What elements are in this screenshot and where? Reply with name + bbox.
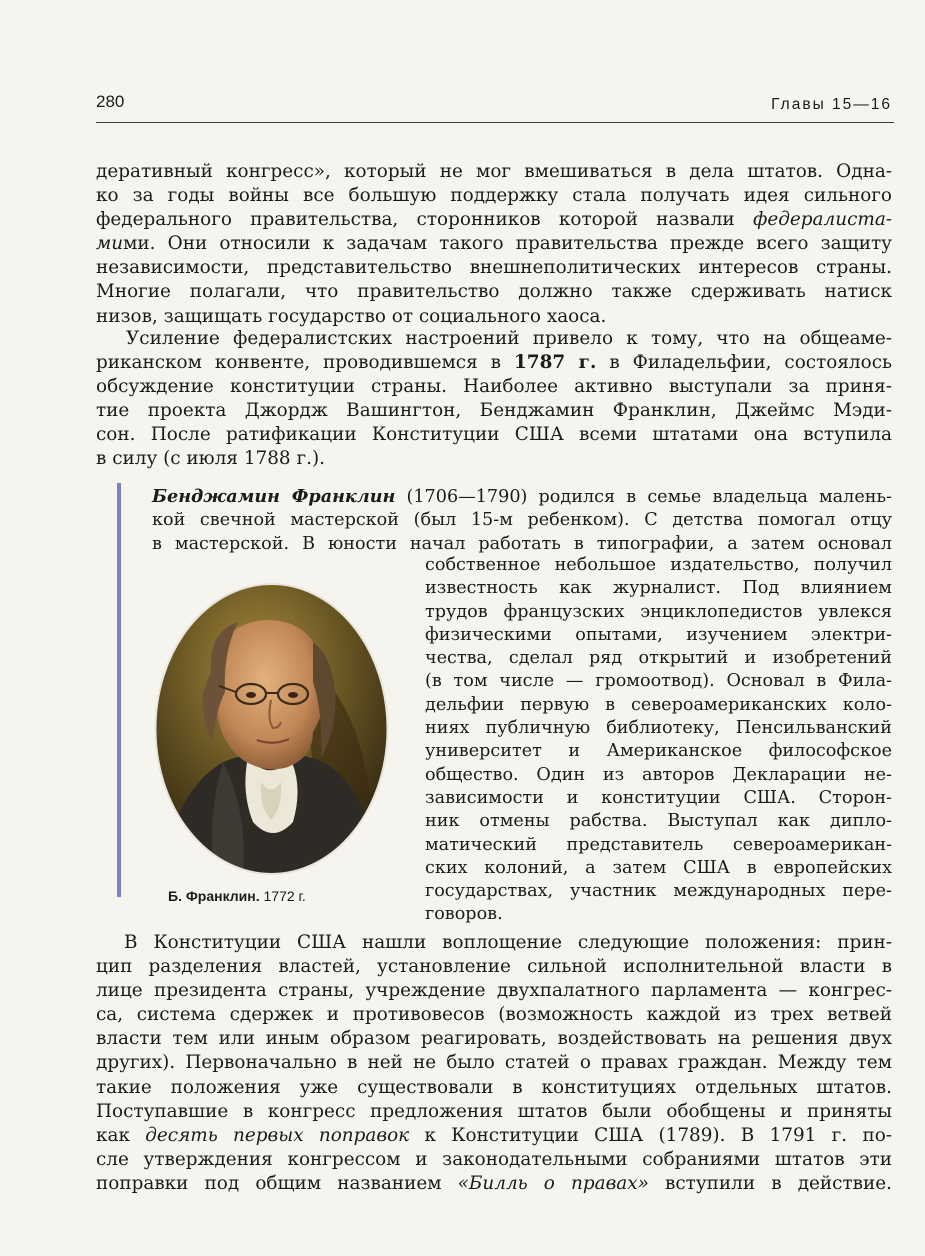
text-line: известность как журналист. Под влиянием: [425, 578, 892, 599]
franklin-portrait: [153, 582, 390, 876]
bio-accent-bar: [117, 483, 121, 897]
text-line: дельфии первую в североамериканских коло-: [425, 694, 892, 715]
text-line: ник отмены рабства. Выступал как дипло-: [425, 811, 892, 832]
year-1787: 1787 г.: [513, 352, 597, 374]
caption-name: Б. Франклин.: [168, 888, 260, 904]
text-line: деративный конгресс», который не мог вмешиваться в дела штатов. Одна-: [96, 161, 892, 182]
text-line: трудов французских энциклопедистов увлекся: [425, 601, 892, 622]
bio-franklin-body: [425, 554, 892, 927]
text-line: в мастерской. В юности начал работать в типографии, а затем основал: [152, 533, 892, 554]
text-line: кой свечной мастерской (был 15-м ребенком). С детства помогал отцу: [152, 510, 892, 531]
text-line: риканском конвенте, проводившемся в 1787 г. в Филадельфии, состоялось: [96, 352, 893, 374]
text-line: лице президента страны, учреждение двухпалатного парламента — конгрес-: [96, 980, 892, 1002]
paragraph-convention: [96, 327, 892, 472]
term-amendments: десять первых поправок: [145, 1124, 410, 1146]
text-line: физическими опытами, изучением электри-: [425, 624, 892, 645]
text-line: федерального правительства, сторонников которой назвали федералиста-: [96, 209, 892, 231]
text-line: как десять первых поправок к Конституции США (1789). В 1791 г. по-: [96, 1124, 892, 1146]
text-line: общество. Один из авторов Декларации не-: [425, 764, 892, 785]
bio-franklin-intro: [152, 485, 892, 556]
text-line: ских колоний, а затем США в европейских: [425, 857, 892, 878]
term-federalists: федералиста-: [752, 209, 892, 231]
text-line: зависимости и конституции США. Сторон-: [425, 787, 892, 808]
text-line: Поступавшие в конгресс предложения штатов были обобщены и приняты: [96, 1100, 892, 1122]
text-line: собственное небольшое издательство, получил: [425, 555, 892, 575]
text-line: государствах, участник международных пере-: [425, 881, 892, 902]
text-line: матический представитель североамерикан-: [425, 834, 892, 855]
text-line: в силу (с июля 1788 г.).: [96, 448, 325, 470]
text-line: сле утверждения конгрессом и законодательными собраниями штатов эти: [96, 1148, 892, 1170]
term-bill-of-rights: «Билль о правах»: [457, 1172, 649, 1194]
term-federalists-end: ми: [96, 233, 124, 255]
text-line: власти тем или иным образом реагировать, воздействовать на решения двух: [96, 1028, 892, 1050]
chapter-label: Главы 15—16: [771, 96, 892, 113]
paragraph-constitution: [96, 931, 892, 1196]
text-line: чества, сделал ряд открытий и изобретений: [425, 648, 892, 669]
text-line: говоров.: [425, 904, 503, 925]
page-number: 280: [96, 92, 125, 111]
text-line: Многие полагали, что правительство должно также сдерживать натиск: [96, 281, 892, 303]
text-line: сон. После ратификации Конституции США всеми штатами она вступила: [96, 424, 892, 446]
text-line: других). Первоначально в ней не было статей о правах граждан. Между тем: [96, 1052, 892, 1074]
text-line: ниях публичную библиотеку, Пенсильванский: [425, 718, 892, 739]
bio-name: Бенджамин Франклин: [152, 486, 396, 507]
text-line: тие проекта Джордж Вашингтон, Бенджамин Франклин, Джеймс Мэди-: [96, 400, 892, 422]
text-line: обсуждение конституции страны. Наиболее активно выступали за приня-: [96, 376, 892, 398]
text-line: такие положения уже существовали в конституциях отдельных штатов.: [96, 1076, 892, 1098]
text-line: са, система сдержек и противовесов (возможность каждой из трех ветвей: [96, 1004, 892, 1026]
caption-year: 1772 г.: [263, 888, 306, 904]
page-header: [96, 92, 894, 123]
text-line: (в том числе — громоотвод). Основал в Фила-: [425, 671, 892, 692]
text-line: университет и Американское философское: [425, 741, 892, 762]
text-line: независимости, представительство внешнеполитических интересов страны.: [96, 257, 892, 279]
text-line: ко за годы войны все большую поддержку стала получать идея сильного: [96, 185, 892, 207]
text-line: низов, защищать государство от социального хаоса.: [96, 305, 607, 327]
text-line: поправки под общим названием «Билль о правах» вступили в действие.: [96, 1172, 892, 1194]
text-line: мими. Они относили к задачам такого правительства прежде всего защиту: [96, 233, 892, 255]
text-line: Бенджамин Франклин (1706—1790) родился в семье владельца малень-: [152, 486, 892, 507]
paragraph-federalists: [96, 160, 892, 329]
text-line: цип разделения властей, установление сильной исполнительной власти в: [96, 956, 892, 978]
text-line: Усиление федералистских настроений привело к тому, что на общеаме-: [126, 328, 892, 349]
text-line: В Конституции США нашли воплощение следующие положения: прин-: [124, 932, 892, 953]
portrait-caption: [168, 888, 306, 904]
